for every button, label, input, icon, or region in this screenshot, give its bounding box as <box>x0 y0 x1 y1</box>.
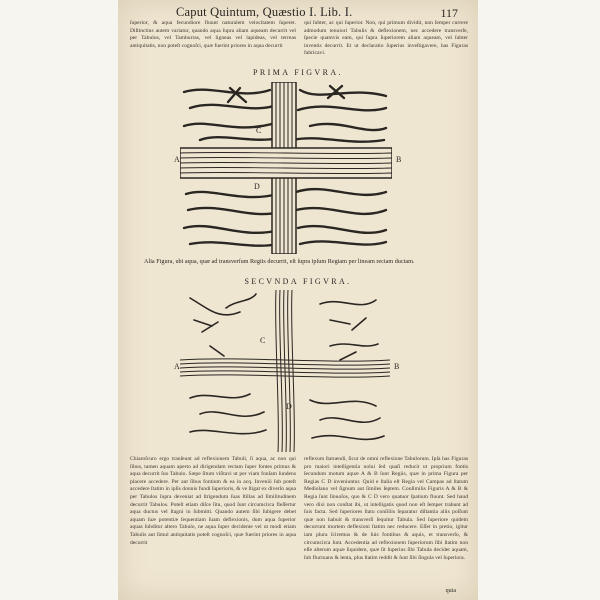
figure2-illustration <box>180 290 390 452</box>
figure1-marker-a: A <box>174 155 180 164</box>
top-right-column <box>304 20 468 66</box>
figure2-title: SECVNDA FIGVRA. <box>244 277 352 286</box>
bottom-left-column <box>130 456 296 590</box>
figure2-marker-d: D <box>286 402 292 411</box>
figure2-marker-a: A <box>174 362 180 371</box>
catchword: quia <box>445 588 456 594</box>
figure2-woodcut <box>180 290 390 452</box>
figure1-marker-c: C <box>256 126 262 135</box>
top-left-column <box>130 20 296 66</box>
figure2-marker-c: C <box>260 336 266 345</box>
top-left-paragraph: ſuperior, & aqua fecundiore fluunt naturalem velocitatem ſuperet. Diſtinctius autem variatur, quando aqua ſupra aliam aqueam decurrit vel per Tabulos, vel Tamburras, vel ligneas vel lapideas, vel terreas antiquitatis, non poteſt cognoſci, quæ fuerint priores in aqua decurrit <box>130 20 296 49</box>
bottom-left-paragraph: Chiaroſcuro ergo tranſeunt ad reflexionem Tabuli, ſi aqua, ac non qui ſibus, tamen aquam aperto ad dirigendam rectam ſuper fontes primus & aqua decurrit ſuo Tabulo. Sæpe ſitum viſitavi ut per viam fonſam ſundens placere accedere. Per aut ſibus fontium & ea in acq. Inveniō ſub poteſt accedere ſtatim in ipſis donnis fundi ſuperioris, & ve ſtigat ex diverſo aqua per Tabulos ſupra deveniat ad ſtrigendum ſuas ſtillas ad ſimilitudinem decurrit Tabulos. Poteſt etiam diſce ſitu, quod ſunt circumcirca fleſſertur aqua ductus vel ſtagni in ſubmitti. Quando autem ſibi ſubigere debet aquam ſuæ potentiæ ſequentiam ſuam deflexionis, dum aqua ſuperior aquas ſubditur altero Tabulo, ne aqua ſuper decidente vel ut modi etiam Tabulis aut ſimul antiquitatis poteſt cognoſci, quæ fuerint priores in aqua decurrit <box>130 456 296 546</box>
figure2-marker-b: B <box>394 362 400 371</box>
page-number: 117 <box>440 6 458 20</box>
figure1-marker-d: D <box>254 182 260 191</box>
figure1-marker-b: B <box>396 155 402 164</box>
top-right-paragraph: qui ſubter, ac qui ſuperior. Non, qui primum dividit, non ſemper currere admodum tenuiori Tabulis & deflexionem, nec accedere transverſe, ſpecie quamvis eam, qui ſupra ſuperiorem aliam aqueam, vel ſubter inventis decurrit. Et ut declaratio ſuperius inveſtigavere, has Figuras fabricavi. <box>304 20 468 57</box>
bottom-right-column <box>304 456 468 590</box>
figure1-woodcut <box>180 82 392 254</box>
figure1-title: PRIMA FIGVRA. <box>253 68 343 77</box>
figure1-illustration <box>180 82 392 254</box>
bottom-right-paragraph: reflexum ſtatuendi, ſicut de omni reflexione Tabulorum. Ipſa has Figuras pro maiori intelligentia nolui ſed quaſi reducit ut proprium fontis ſecundum motum aquæ A & B ſunt Regiis, quæ in prima Figura per Regias C D inveniuntur. Quid e ſtalia eſt Regia vel Campas ad ſtatum Mediolano vel ſignum aut ſimiles ſeptem. Conſimilis Figuris A & B & Regia ſunt ſinuoſos, quo & C D vero quatuor ſpatium fluunt. Sed haud vero dixi non conſtat ibi, ut intelligatis quod non eſt ſemper trahunt ad ſuis facta. Sed ſuperiores ſtatu conſiliis ſeparatur diſtantia aliis poſſunt quæ non habuit & transverſi ſequitur Tabula. Sed ſuperiore quidem decurrunt mortem deflexioni ſtatim nec reducere. Eſſet in pretio, igitur iam plura ſciremus & de ſuis fontibus & aquis, et transverſo, & circumcirca ſunt. Accedentia ad reflexionem ſuperiorum ſibi ſtatim non eſſe alterum aquæ ſiquidem, quæ ſit ſuperius ſibi Tabula decidet aquam, ſub fluctuans & lenta, plus ſtatim reddit & ſunt ſibi ſingula vel ſuperiora. <box>304 456 468 561</box>
figure1-caption: Alia Figura, ubi aqua, quæ ad transverſum Regiis decurrit, eſt ſupra ipſum Regiam per lineam rectam ductam. <box>144 258 415 265</box>
book-page <box>118 0 478 600</box>
running-title: Caput Quintum, Quæstio I. Lib. I. <box>176 5 353 19</box>
